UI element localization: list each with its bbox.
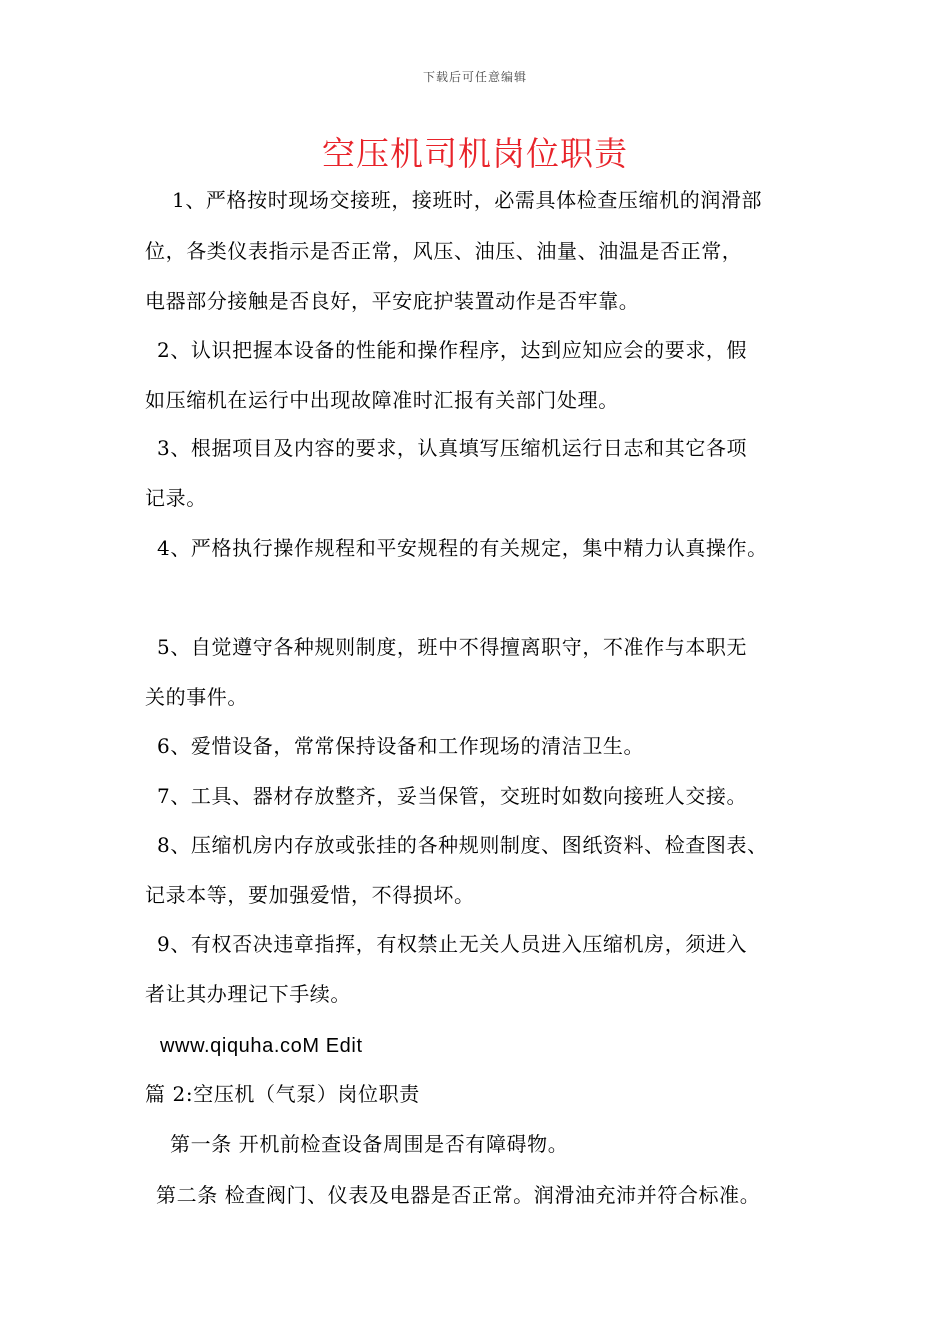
paragraph-line: 位，各类仪表指示是否正常，风压、油压、油量、油温是否正常， [145, 239, 743, 263]
paragraph-line: 关的事件。 [145, 685, 248, 709]
paragraph-line: 1、严格按时现场交接班，接班时，必需具体检查压缩机的润滑部 [172, 188, 763, 212]
paragraph-line: 记录本等，要加强爱惜，不得损坏。 [145, 883, 475, 907]
paragraph-line: 如压缩机在运行中出现故障准时汇报有关部门处理。 [145, 388, 619, 412]
paragraph-line: 电器部分接触是否良好，平安庇护装置动作是否牢靠。 [145, 289, 640, 313]
paragraph-line: 3、根据项目及内容的要求，认真填写压缩机运行日志和其它各项 [157, 436, 748, 460]
document-title: 空压机司机岗位职责 [322, 134, 628, 173]
paragraph-line: 者让其办理记下手续。 [145, 982, 351, 1006]
website-link-text: www.qiquha.coM Edit [160, 1035, 363, 1057]
paragraph-line: 4、严格执行操作规程和平安规程的有关规定，集中精力认真操作。 [157, 536, 768, 560]
article-line: 第一条 开机前检查设备周围是否有障碍物。 [170, 1132, 569, 1156]
paragraph-line: 6、爱惜设备，常常保持设备和工作现场的清洁卫生。 [157, 734, 645, 758]
paragraph-line: 5、自觉遵守各种规则制度，班中不得擅离职守，不准作与本职无 [157, 635, 748, 659]
paragraph-line: 9、有权否决违章指挥，有权禁止无关人员进入压缩机房，须进入 [157, 932, 748, 956]
paragraph-line: 7、工具、器材存放整齐，妥当保管，交班时如数向接班人交接。 [157, 784, 748, 808]
paragraph-line: 8、压缩机房内存放或张挂的各种规则制度、图纸资料、检查图表、 [157, 833, 768, 857]
paragraph-line: 2、认识把握本设备的性能和操作程序，达到应知应会的要求，假 [157, 338, 748, 362]
section-heading: 篇 2:空压机（气泵）岗位职责 [145, 1082, 420, 1106]
article-line: 第二条 检查阀门、仪表及电器是否正常。润滑油充沛并符合标准。 [156, 1183, 761, 1207]
header-note: 下载后可任意编辑 [422, 70, 527, 84]
paragraph-line: 记录。 [145, 486, 207, 510]
